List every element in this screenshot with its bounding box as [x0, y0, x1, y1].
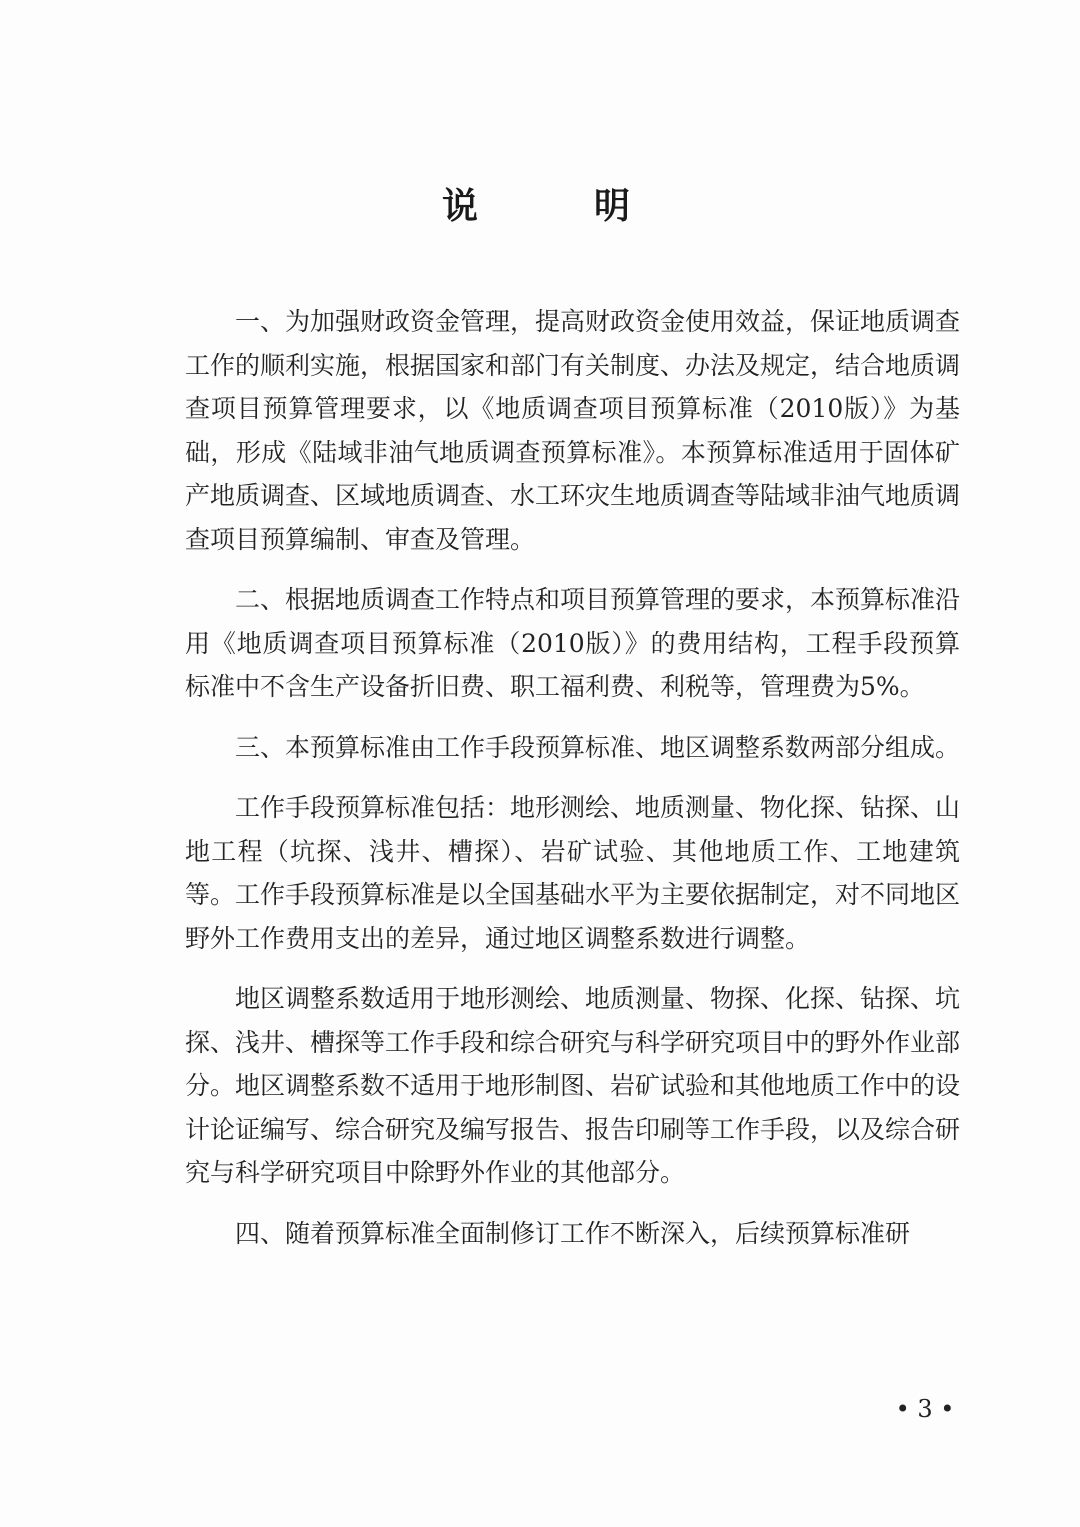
paragraph-2: 二、根据地质调查工作特点和项目预算管理的要求，本预算标准沿用《地质调查项目预算标准（2010版）》的费用结构，工程手段预算标准中不含生产设备折旧费、职工福利费、利税等，管理费为5%。: [185, 585, 961, 701]
paragraph-5: 地区调整系数适用于地形测绘、地质测量、物探、化探、钻探、坑探、浅井、槽探等工作手段和综合研究与科学研究项目中的野外作业部分。地区调整系数不适用于地形制图、岩矿试验和其他地质工作中的设计论证编写、综合研究及编写报告、报告印刷等工作手段，以及综合研究与科学研究项目中除野外作业的其他部分。: [185, 984, 961, 1187]
paragraph-3: 三、本预算标准由工作手段预算标准、地区调整系数两部分组成。: [235, 732, 961, 762]
page-title: 说 明: [441, 185, 670, 227]
document-body: [185, 300, 960, 1272]
paragraph-4: 工作手段预算标准包括：地形测绘、地质测量、物化探、钻探、山地工程（坑探、浅井、槽探）、岩矿试验、其他地质工作、工地建筑等。工作手段预算标准是以全国基础水平为主要依据制定，对不同地区野外工作费用支出的差异，通过地区调整系数进行调整。: [185, 793, 961, 953]
paragraph-6: 四、随着预算标准全面制修订工作不断深入，后续预算标准研: [235, 1218, 911, 1248]
paragraph-1: 一、为加强财政资金管理，提高财政资金使用效益，保证地质调查工作的顺利实施，根据国家和部门有关制度、办法及规定，结合地质调查项目预算管理要求，以《地质调查项目预算标准（2010版）》为基础，形成《陆域非油气地质调查预算标准》。本预算标准适用于固体矿产地质调查、区域地质调查、水工环灾生地质调查等陆域非油气地质调查项目预算编制、审查及管理。: [185, 307, 961, 554]
page-number: • 3 •: [895, 1395, 955, 1423]
